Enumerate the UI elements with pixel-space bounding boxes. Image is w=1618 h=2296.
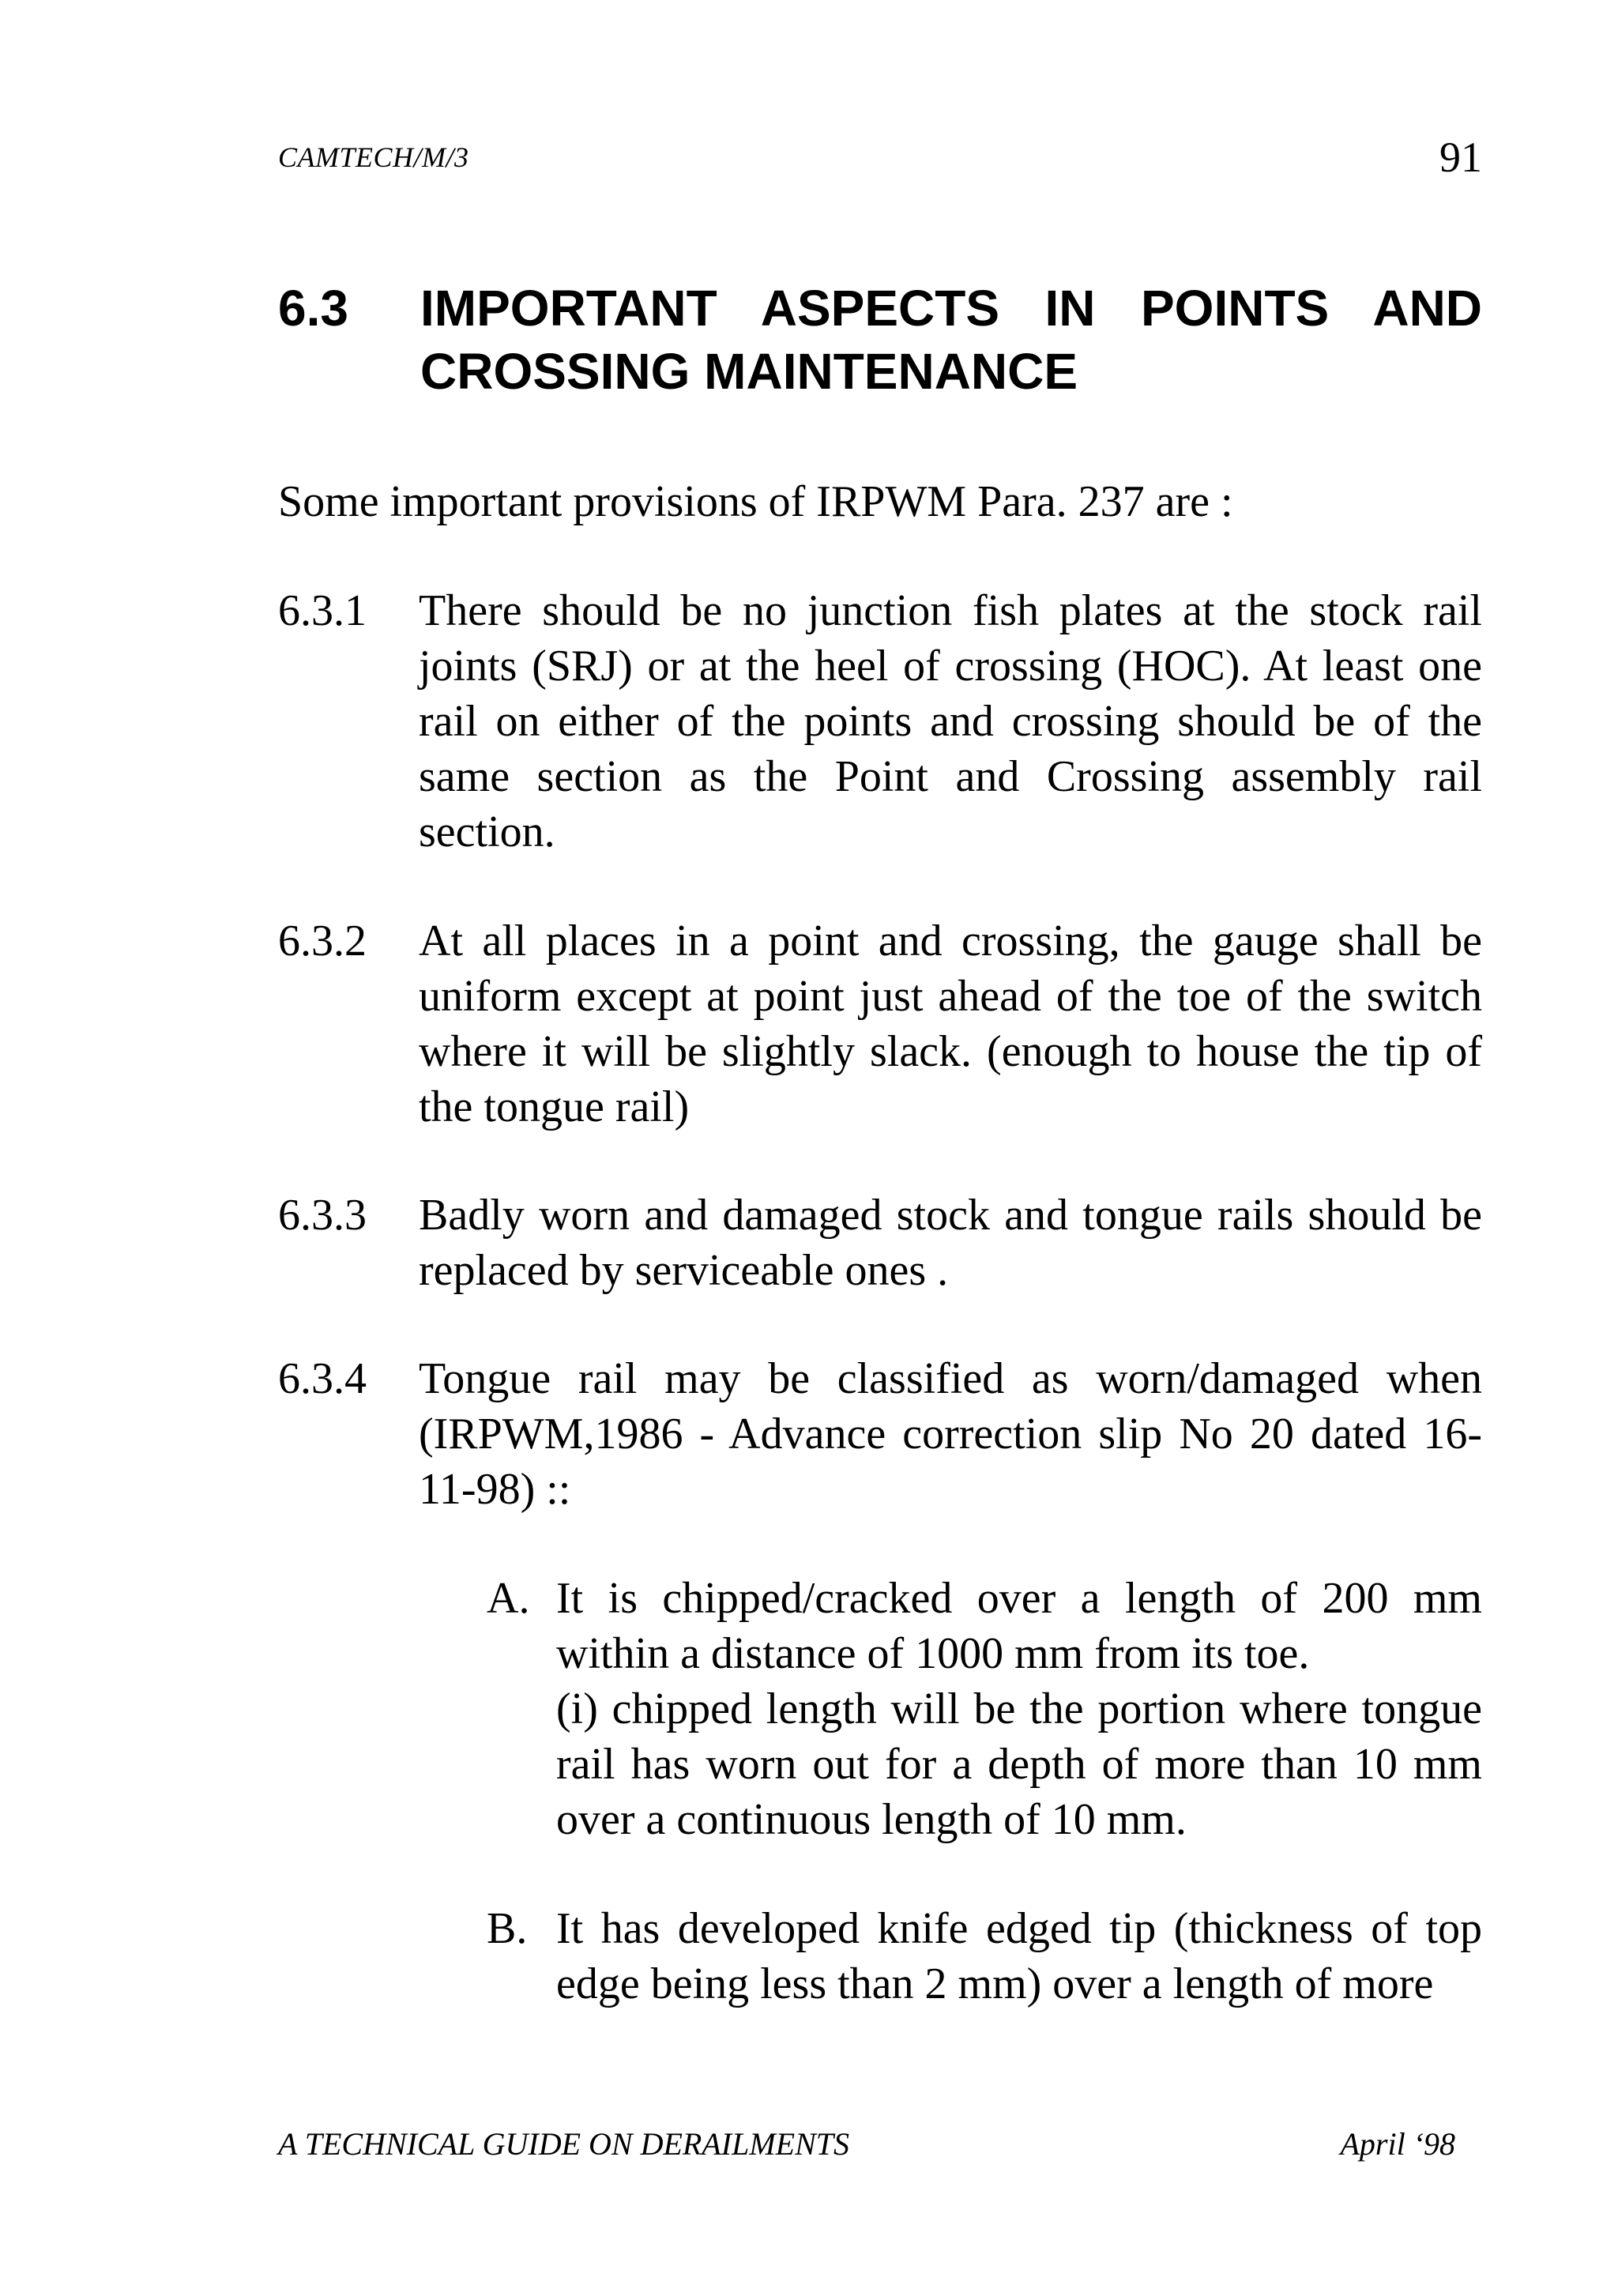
clause-text: At all places in a point and crossing, the gauge shall be uniform except at point just ahead of the toe of the switch where it will be slightly slack. (enough to house the tip of the tongue rail) [419, 917, 1482, 1131]
clause-text: Tongue rail may be classified as worn/damaged when (IRPWM,1986 - Advance correction slip No 20 dated 16-11-98) :: [419, 1354, 1482, 1514]
section-title: IMPORTANT ASPECTS IN POINTS AND CROSSING MAINTENANCE [420, 280, 1482, 400]
clause-6-3-1 [278, 583, 1482, 860]
subitem-note: (i) chipped length will be the portion where tongue rail has worn out for a depth of more than 10 mm over a continuous length of 10 mm. [556, 1684, 1482, 1844]
clause-text: There should be no junction fish plates at the stock rail joints (SRJ) or at the heel of crossing (HOC). At least one rail on either of the points and crossing should be of the same section as the Point and Crossing assembly rail section. [419, 586, 1482, 856]
clause-6-3-3 [278, 1188, 1482, 1298]
section-heading [278, 277, 1482, 403]
clause-number: 6.3.1 [278, 586, 367, 635]
footer-date: April ‘98 [1340, 2126, 1455, 2162]
intro-paragraph: Some important provisions of IRPWM Para. 237 are : [278, 477, 1233, 526]
subitem-a [487, 1571, 1482, 1847]
clause-number: 6.3.4 [278, 1354, 367, 1403]
subitem-text: It has developed knife edged tip (thickness of top edge being less than 2 mm) over a length of more [556, 1904, 1482, 2008]
clause-number: 6.3.2 [278, 917, 367, 965]
clause-number: 6.3.3 [278, 1191, 367, 1240]
clause-6-3-2 [278, 913, 1482, 1135]
clause-6-3-4 [278, 1351, 1482, 1517]
running-header-doc-code: CAMTECH/M/3 [278, 141, 469, 173]
footer-title: A TECHNICAL GUIDE ON DERAILMENTS [278, 2126, 850, 2162]
subitem-letter: A. [487, 1574, 530, 1623]
subitem-b [487, 1901, 1482, 2012]
page-number: 91 [1439, 134, 1482, 181]
subitem-letter: B. [487, 1904, 528, 1953]
clause-text: Badly worn and damaged stock and tongue rails should be replaced by serviceable ones . [419, 1191, 1482, 1295]
section-number: 6.3 [278, 280, 348, 337]
subitem-text: It is chipped/cracked over a length of 200 mm within a distance of 1000 mm from its toe. [556, 1574, 1482, 1678]
